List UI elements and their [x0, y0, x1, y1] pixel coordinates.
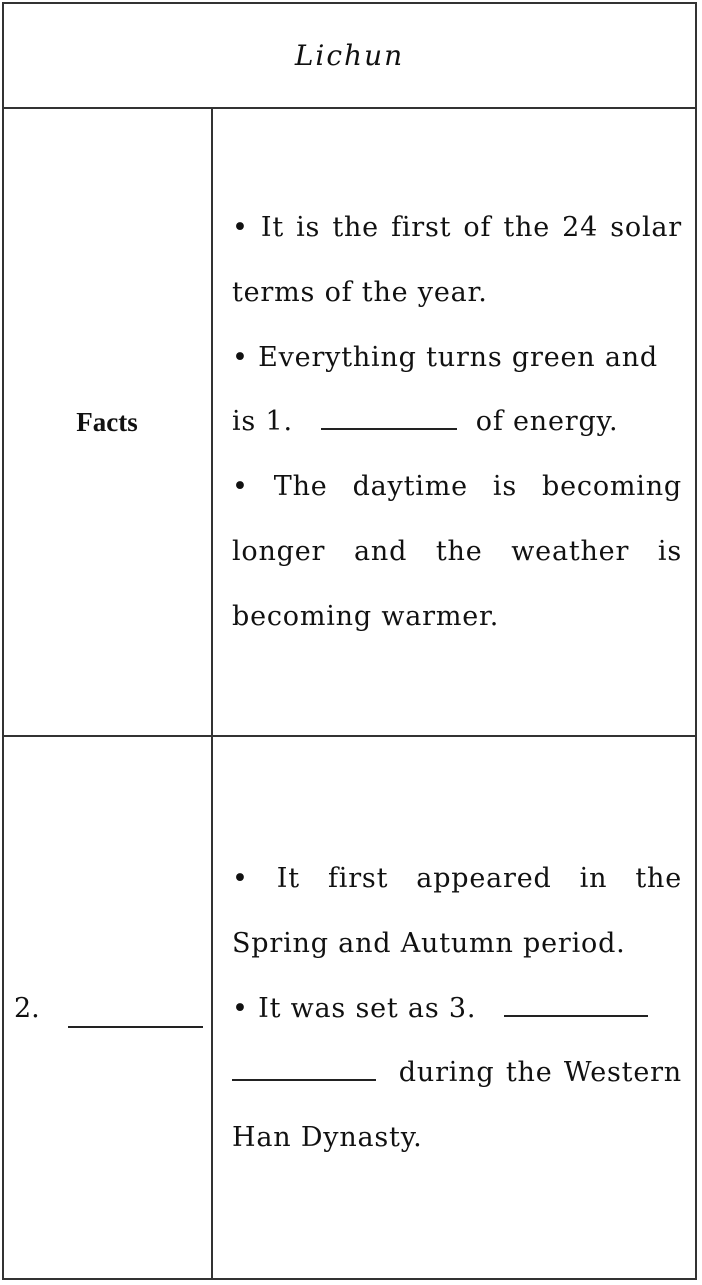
blank-2[interactable]	[68, 1026, 203, 1028]
row-2-label: 2.	[14, 993, 40, 1024]
history-content	[232, 847, 682, 1171]
history-bullet: • It first appeared in the Spring and Autumn period.	[232, 863, 682, 959]
fact-bullet: • Everything turns green and is 1. of energy.	[232, 341, 659, 438]
history-bullet: • It was set as 3. during the Western Han Dynasty.	[232, 992, 682, 1154]
fact-bullet: • The daytime is becoming longer and the weather is becoming warmer.	[232, 471, 682, 632]
blank-1[interactable]	[321, 406, 457, 430]
fact-bullet: • It is the first of the 24 solar terms of the year.	[232, 212, 682, 308]
blank-3a[interactable]	[504, 993, 648, 1017]
facts-content	[232, 196, 682, 650]
blank-3b[interactable]	[232, 1057, 376, 1081]
table-title: Lichun	[294, 38, 405, 72]
facts-label: Facts	[76, 406, 138, 437]
